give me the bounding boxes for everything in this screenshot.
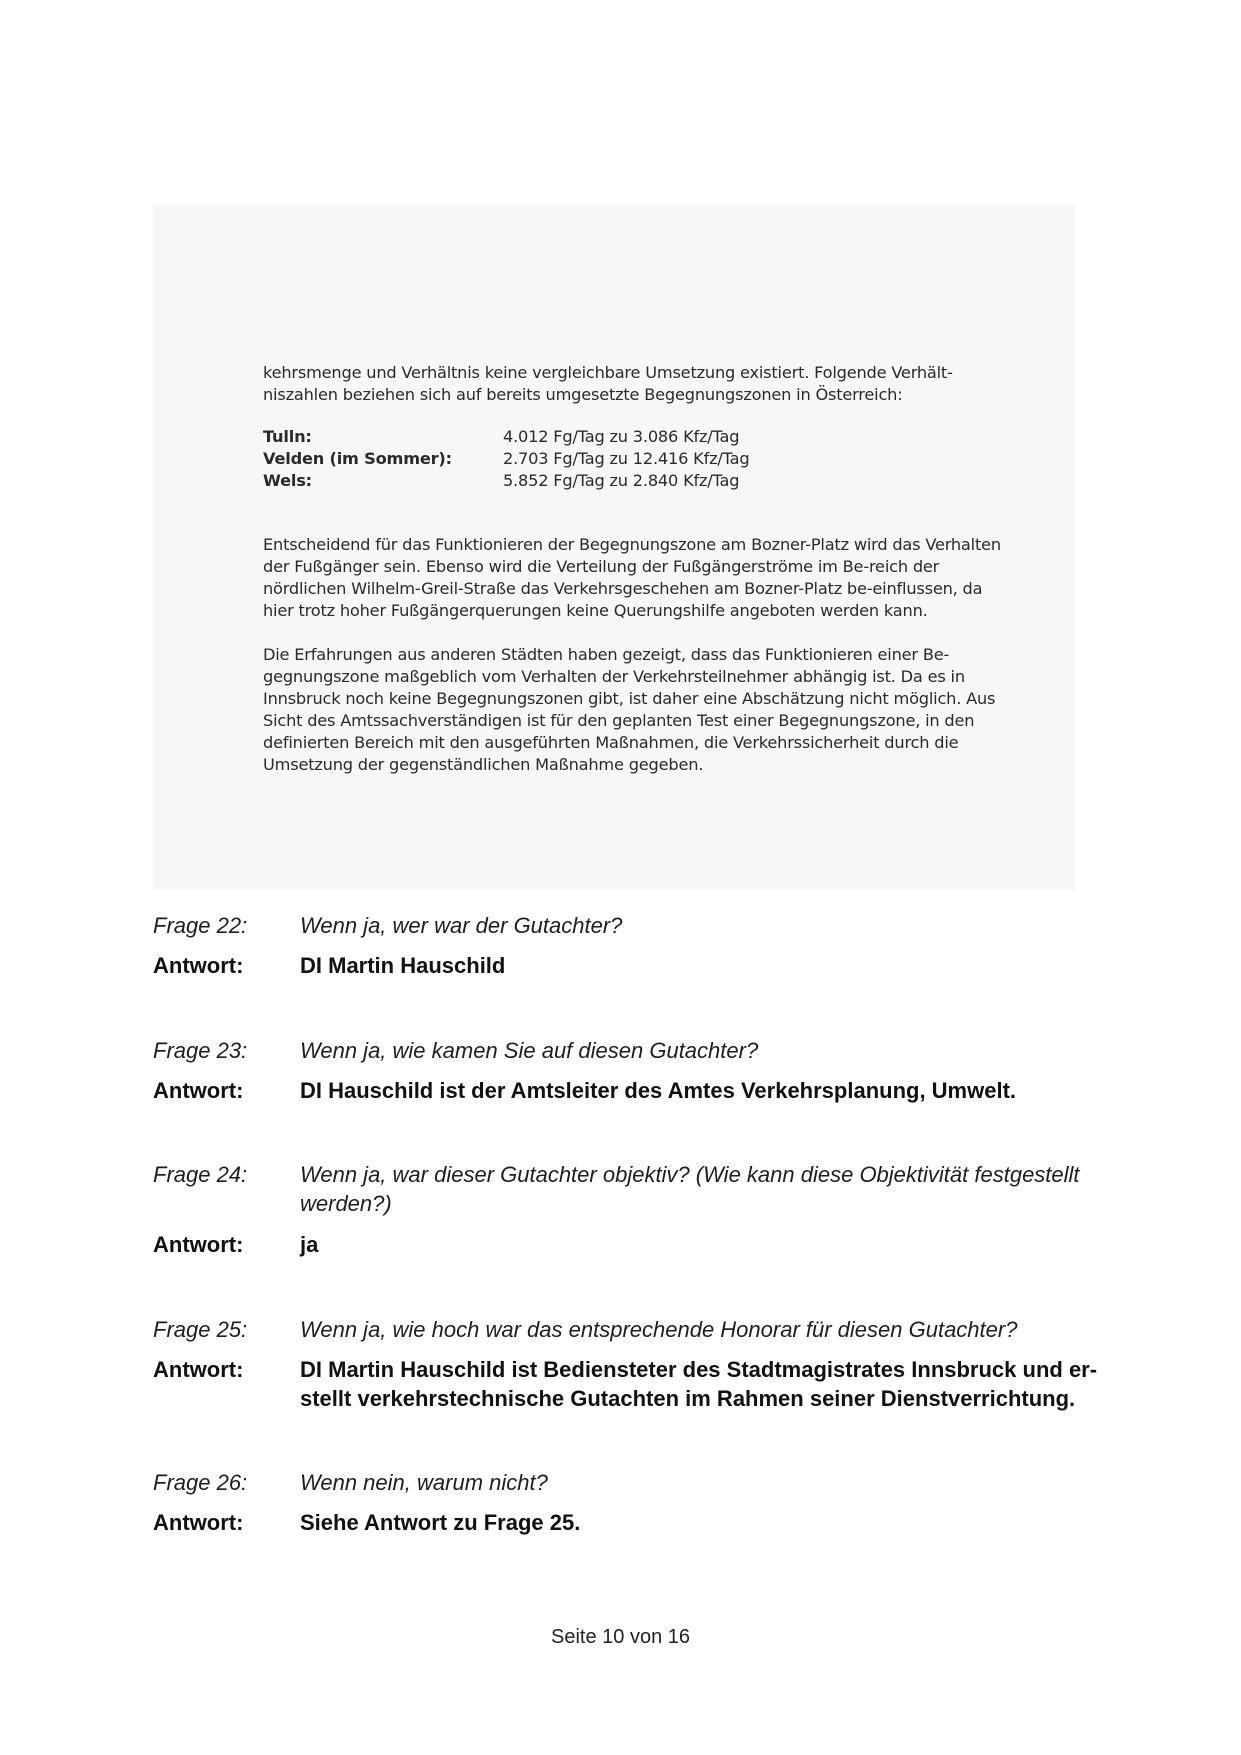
question-text: Wenn ja, wie kamen Sie auf diesen Gutachter?: [300, 1038, 759, 1063]
answer-label: Antwort:: [153, 953, 244, 978]
question-label: Frage 26:: [153, 1470, 248, 1495]
answer-row: [153, 951, 1133, 980]
ratio-value: 5.852 Fg/Tag zu 2.840 Kfz/Tag: [503, 471, 740, 490]
scanned-excerpt: [153, 205, 1075, 890]
ratio-row: [263, 426, 1003, 448]
question-label: Frage 23:: [153, 1038, 248, 1063]
ratio-value: 2.703 Fg/Tag zu 12.416 Kfz/Tag: [503, 449, 750, 468]
question-row: [153, 1315, 1133, 1344]
question-row: [153, 1160, 1133, 1218]
answer-row: [153, 1076, 1133, 1105]
ratio-row: [263, 470, 1003, 492]
page-number: Seite 10 von 16: [551, 1626, 690, 1648]
answer-row: [153, 1230, 1133, 1259]
question-row: [153, 911, 1133, 940]
answer-label: Antwort:: [153, 1232, 244, 1257]
question-text: Wenn ja, war dieser Gutachter objektiv? (Wie kann diese Objektivität festgestellt werden?): [300, 1162, 1080, 1216]
answer-label: Antwort:: [153, 1357, 244, 1382]
ratio-value: 4.012 Fg/Tag zu 3.086 Kfz/Tag: [503, 427, 740, 446]
ratio-table: [263, 426, 1003, 492]
question-row: [153, 1036, 1133, 1065]
answer-label: Antwort:: [153, 1078, 244, 1103]
intro-paragraph: kehrsmenge und Verhältnis keine vergleichbare Umsetzung existiert. Folgende Verhält-niszahlen beziehen sich auf bereits umgesetzte Begegnungszonen in Österreich:: [263, 363, 953, 404]
question-text: Wenn ja, wer war der Gutachter?: [300, 913, 623, 938]
ratio-city: Velden (im Sommer):: [263, 449, 452, 468]
question-row: [153, 1468, 1133, 1497]
pedestrian-paragraph: Entscheidend für das Funktionieren der Begegnungszone am Bozner-Platz wird das Verhalten der Fußgänger sein. Ebenso wird die Verteilung der Fußgängerströme im Be-reich der nördlichen Wilhelm-Greil-Straße das Verkehrsgeschehen am Bozner-Platz be-einflussen, da hier trotz hoher Fußgängerquerungen keine Querungshilfe angeboten werden kann.: [263, 535, 1001, 620]
question-label: Frage 24:: [153, 1162, 248, 1187]
ratio-row: [263, 448, 1003, 470]
question-text: Wenn ja, wie hoch war das entsprechende Honorar für diesen Gutachter?: [300, 1317, 1018, 1342]
answer-text: ja: [300, 1232, 319, 1257]
ratio-city: Tulln:: [263, 427, 312, 446]
answer-text: DI Martin Hauschild ist Bediensteter des Stadtmagistrates Innsbruck und er-stellt verkehrstechnische Gutachten im Rahmen seiner Dienstverrichtung.: [300, 1357, 1098, 1411]
answer-label: Antwort:: [153, 1510, 244, 1535]
answer-text: Siehe Antwort zu Frage 25.: [300, 1510, 581, 1535]
experience-paragraph: Die Erfahrungen aus anderen Städten haben gezeigt, dass das Funktionieren einer Be-gegnungszone maßgeblich vom Verhalten der Verkehrsteilnehmer abhängig ist. Da es in Innsbruck noch keine Begegnungszonen gibt, ist daher eine Abschätzung nicht möglich. Aus Sicht des Amtssachverständigen ist für den geplanten Test einer Begegnungszone, in den definierten Bereich mit den ausgeführten Maßnahmen, die Verkehrssicherheit durch die Umsetzung der gegenständlichen Maßnahme gegeben.: [263, 645, 996, 774]
answer-text: DI Martin Hauschild: [300, 953, 506, 978]
answer-text: DI Hauschild ist der Amtsleiter des Amtes Verkehrsplanung, Umwelt.: [300, 1078, 1017, 1103]
answer-row: [153, 1355, 1133, 1413]
question-text: Wenn nein, warum nicht?: [300, 1470, 548, 1495]
ratio-city: Wels:: [263, 471, 312, 490]
question-label: Frage 25:: [153, 1317, 248, 1342]
question-label: Frage 22:: [153, 913, 248, 938]
scanned-text: [263, 362, 1003, 776]
answer-row: [153, 1508, 1133, 1537]
